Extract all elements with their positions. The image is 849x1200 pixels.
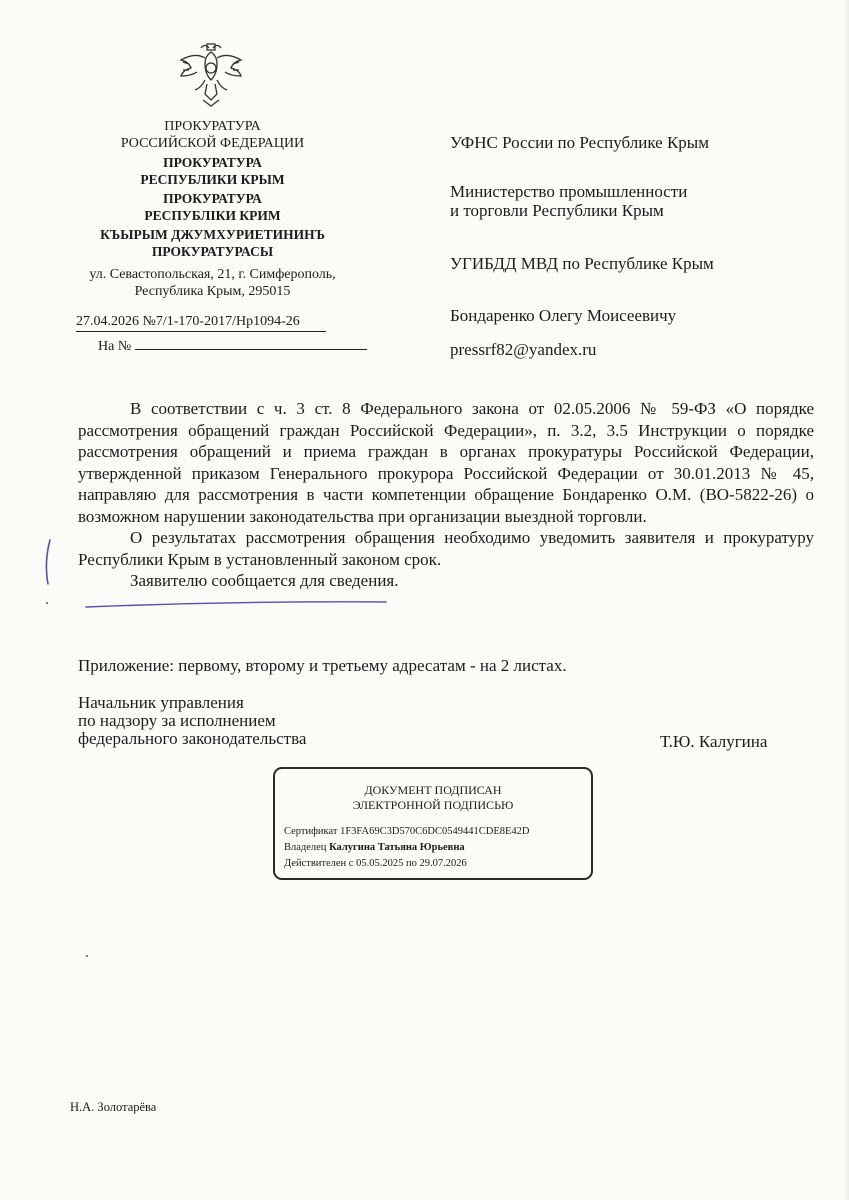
org-bold-line: КЪЫРЫМ ДЖУМХУРИЕТИНИНЪ (100, 227, 325, 242)
electronic-signature-stamp (273, 767, 593, 880)
signer-position: Начальник управления по надзору за исполнением федерального законодательства (78, 693, 307, 748)
pen-margin-mark (46, 540, 50, 584)
org-bold-line: ПРОКУРАТУРА (163, 155, 262, 170)
stamp-owner-value: Калугина Татьяна Юрьевна (329, 842, 465, 853)
reference-number (98, 337, 367, 355)
reference-label: На № (98, 339, 132, 354)
outgoing-number (76, 314, 326, 332)
org-bold-line: РЕСПУБЛIКИ КРИМ (144, 208, 281, 223)
org-bold-line: ПРОКУРАТУРА (163, 191, 262, 206)
org-line: ПРОКУРАТУРА (164, 119, 261, 134)
stamp-owner-label: Владелец (284, 842, 327, 853)
stamp-valid-to-label: по (405, 858, 417, 869)
stamp-title: ДОКУМЕНТ ПОДПИСАН ЭЛЕКТРОННОЙ ПОДПИСЬЮ (352, 783, 514, 812)
executor-name: Н.А. Золотарёва (70, 1100, 157, 1114)
sender-address: Республика Крым, 295015 (134, 284, 291, 299)
paper-speck (46, 602, 48, 604)
stamp-certificate-row (284, 826, 530, 837)
outgoing-reg-number: №7/1-170-2017/Нр1094-26 (142, 314, 300, 329)
stamp-certificate-label: Сертификат (284, 826, 338, 837)
stamp-certificate-value: 1F3FA69C3D570C6DC0549441CDE8E42D (340, 826, 530, 837)
sender-address: ул. Севастопольская, 21, г. Симферополь, (89, 267, 336, 282)
org-bold-line: ПРОКУРАТУРАСЫ (151, 244, 274, 259)
stamp-valid-to: 29.07.2026 (419, 858, 467, 869)
org-line: РОССИЙСКОЙ ФЕДЕРАЦИИ (120, 136, 305, 151)
recipient: УФНС России по Республике Крым (450, 133, 709, 152)
page-edge-shadow (843, 0, 849, 1200)
body-paragraph: Заявителю сообщается для сведения. (130, 571, 399, 590)
outgoing-date: 27.04.2026 (76, 314, 139, 329)
signer-name: Т.Ю. Калугина (660, 732, 768, 751)
stamp-valid-from: 05.05.2025 (356, 858, 404, 869)
recipient-email: pressrf82@yandex.ru (450, 340, 597, 359)
letter-body (78, 398, 814, 592)
stamp-owner-row (284, 842, 465, 853)
coat-of-arms-icon (175, 40, 247, 112)
stamp-validity-row (284, 858, 467, 869)
sender-header (70, 118, 355, 300)
body-paragraph: В соответствии с ч. 3 ст. 8 Федерального закона от 02.05.2006 № 59-ФЗ «О порядке рассмотрения обращений граждан Российской Федерации», п. 3.2, 3.5 Инструкции о порядке рассмотрения обращений и приема граждан в органах прокуратуры Российской Федерации, утвержденной приказом Генерального прокурора Российской Федерации от 30.01.2013 № 45, направляю для рассмотрения в части компетенции обращение Бондаренко О.М. (ВО-5822-26) о возможном нарушении законодательства при организации выездной торговли. (78, 399, 814, 526)
stamp-valid-label: Действителен с (284, 858, 354, 869)
paper-speck (86, 955, 88, 957)
recipient: УГИБДД МВД по Республике Крым (450, 254, 714, 273)
recipient: Бондаренко Олегу Моисеевичу (450, 306, 677, 325)
body-paragraph: О результатах рассмотрения обращения необходимо уведомить заявителя и прокуратуру Республики Крым в установленный законом срок. (78, 528, 814, 569)
org-bold-line: РЕСПУБЛИКИ КРЫМ (140, 172, 285, 187)
reference-blank-line (135, 337, 367, 350)
pen-underline (86, 602, 386, 607)
recipient: Министерство промышленности и торговли Республики Крым (450, 182, 688, 220)
attachment-note: Приложение: первому, второму и третьему адресатам - на 2 листах. (78, 656, 567, 675)
